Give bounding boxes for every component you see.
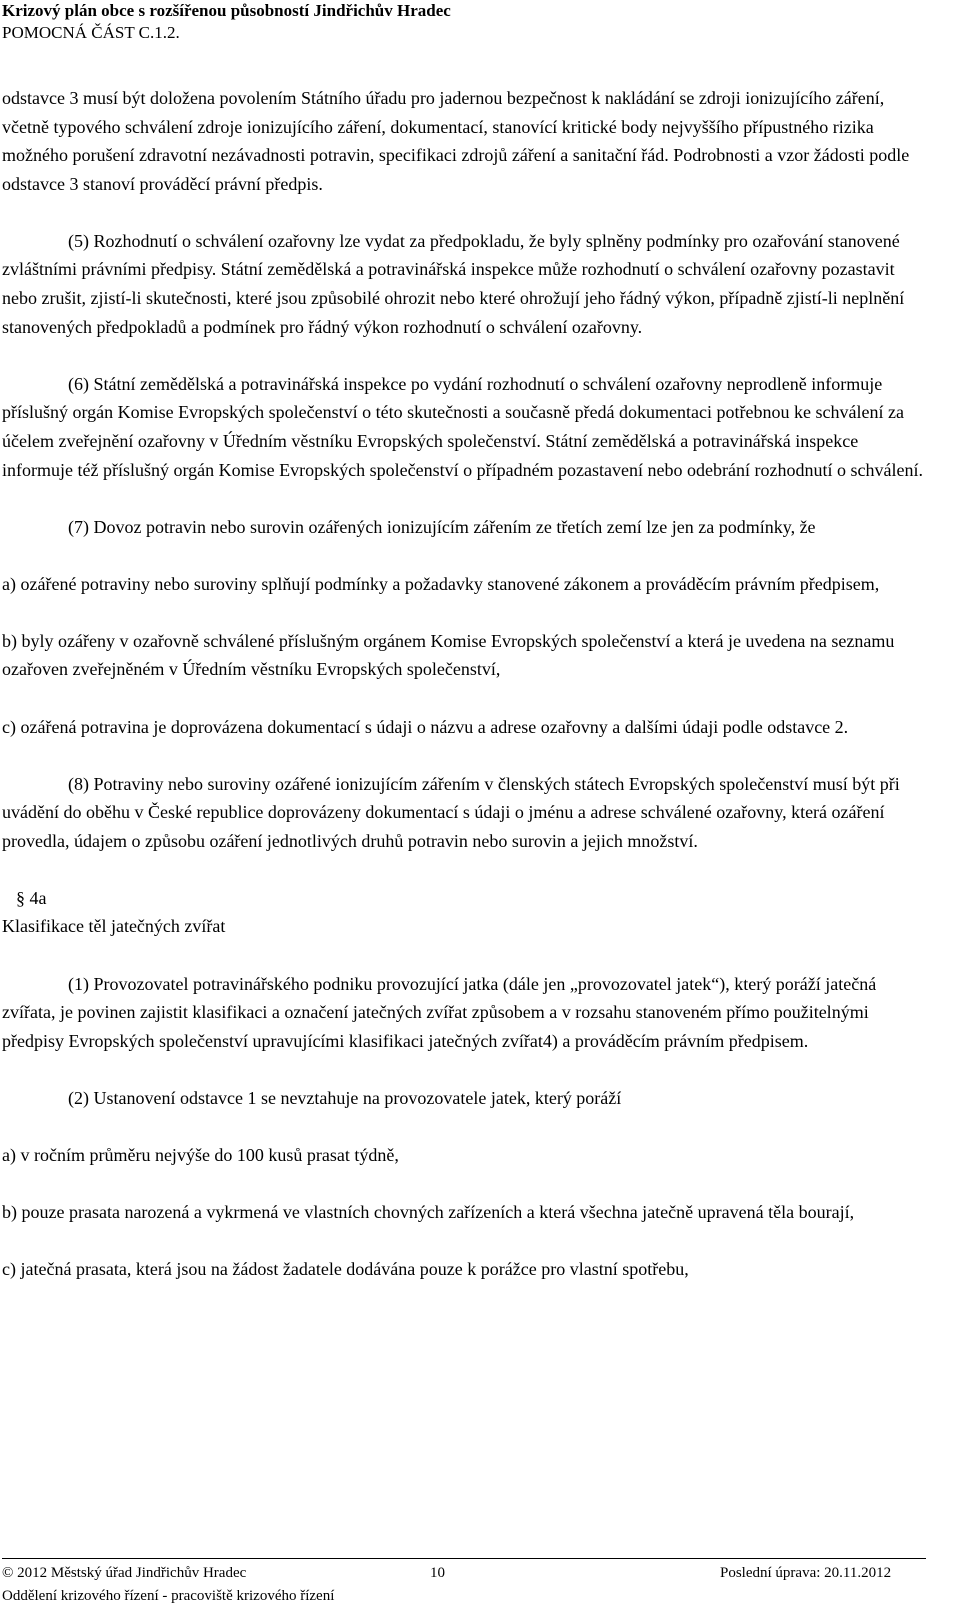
list-item-4a-c: c) jatečná prasata, která jsou na žádost žadatele dodávána pouze k porážce pro vlastní spotřebu, bbox=[2, 1259, 689, 1280]
paragraph-7: (7) Dovoz potravin nebo surovin ozářených ionizujícím zářením ze třetích zemí lze jen za podmínky, že bbox=[68, 516, 816, 537]
section-number: § 4a bbox=[16, 887, 47, 908]
paragraph-continuation: odstavce 3 musí být doložena povolením Státního úřadu pro jadernou bezpečnost k nakládání se zdroji ionizujícího záření, včetně typového schválení zdroje ionizujícího záření, dokumentací, stanovící kritické body nejvyššího přípustného rizika možného porušení zdravotní nezávadnosti potravin, specifikaci zdrojů záření a sanitační řád. Podrobnosti a vzor žádosti podle odstavce 3 stanoví prováděcí právní předpis. bbox=[2, 88, 910, 194]
list-item-4a-a: a) v ročním průměru nejvýše do 100 kusů prasat týdně, bbox=[2, 1144, 399, 1165]
paragraph-5: (5) Rozhodnutí o schválení ozařovny lze vydat za předpokladu, že byly splněny podmínky pro ozařování stanovené zvláštními právními předpisy. Státní zemědělská a potravinářská inspekce může rozhodnutí o schválení ozařovny pozastavit nebo zrušit, zjistí-li skutečnosti, které jsou způsobilé ohrozit nebo které ohrožují jeho řádný výkon, případně zjistí-li neplnění stanovených předpokladů a podmínek pro řádný výkon rozhodnutí o schválení ozařovny. bbox=[2, 230, 905, 337]
section-title: Klasifikace těl jatečných zvířat bbox=[2, 916, 226, 937]
page-header bbox=[2, 0, 451, 44]
document-title: Krizový plán obce s rozšířenou působností Jindřichův Hradec bbox=[2, 1, 451, 20]
footer-page-number: 10 bbox=[430, 1565, 445, 1581]
footer-copyright: © 2012 Městský úřad Jindřichův Hradec bbox=[2, 1565, 247, 1581]
list-item-7c: c) ozářená potravina je doprovázena dokumentací s údaji o názvu a adrese ozařovny a dalšími údaji podle odstavce 2. bbox=[2, 716, 849, 737]
footer-last-update: Poslední úprava: 20.11.2012 bbox=[720, 1565, 892, 1581]
document-body bbox=[2, 84, 926, 1284]
paragraph-4a-1: (1) Provozovatel potravinářského podniku provozující jatka (dále jen „provozovatel jatek“), který poráží jatečná zvířata, je povinen zajistit klasifikaci a označení jatečných zvířat způsobem a v rozsahu stanoveném přímo použitelnými předpisy Evropských společenství upravujícími klasifikaci jatečných zvířat4) a prováděcím právním předpisem. bbox=[2, 973, 877, 1051]
paragraph-6: (6) Státní zemědělská a potravinářská inspekce po vydání rozhodnutí o schválení ozařovny neprodleně informuje příslušný orgán Komise Evropských společenství o této skutečnosti a současně předá dokumentaci potřebnou ke schválení za účelem zveřejnění ozařovny v Úředním věstníku Evropských společenství. Státní zemědělská a potravinářská inspekce informuje též příslušný orgán Komise Evropských společenství o případném pozastavení nebo odebrání rozhodnutí o schválení. bbox=[2, 373, 923, 480]
list-item-7b: b) byly ozářeny v ozařovně schválené příslušným orgánem Komise Evropských společenství a která je uvedena na seznamu ozařoven zveřejněném v Úředním věstníku Evropských společenství, bbox=[2, 630, 895, 680]
paragraph-8: (8) Potraviny nebo suroviny ozářené ionizujícím zářením v členských státech Evropských společenství musí být při uvádění do oběhu v České republice doprovázeny dokumentací s údaji o jménu a adrese schválené ozařovny, která ozáření provedla, údajem o způsobu ozáření jednotlivých druhů potravin nebo surovin a jejich množství. bbox=[2, 773, 900, 851]
paragraph-4a-2: (2) Ustanovení odstavce 1 se nevztahuje na provozovatele jatek, který poráží bbox=[68, 1087, 622, 1108]
footer-divider bbox=[2, 1558, 926, 1559]
list-item-4a-b: b) pouze prasata narozená a vykrmená ve vlastních chovných zařízeních a která všechna jatečně upravená těla bourají, bbox=[2, 1202, 855, 1223]
footer-department: Oddělení krizového řízení - pracoviště krizového řízení bbox=[2, 1588, 335, 1604]
list-item-7a: a) ozářené potraviny nebo suroviny splňují podmínky a požadavky stanovené zákonem a prováděcím právním předpisem, bbox=[2, 573, 880, 594]
document-subtitle: POMOCNÁ ČÁST C.1.2. bbox=[2, 23, 180, 42]
page-footer bbox=[0, 1558, 924, 1605]
